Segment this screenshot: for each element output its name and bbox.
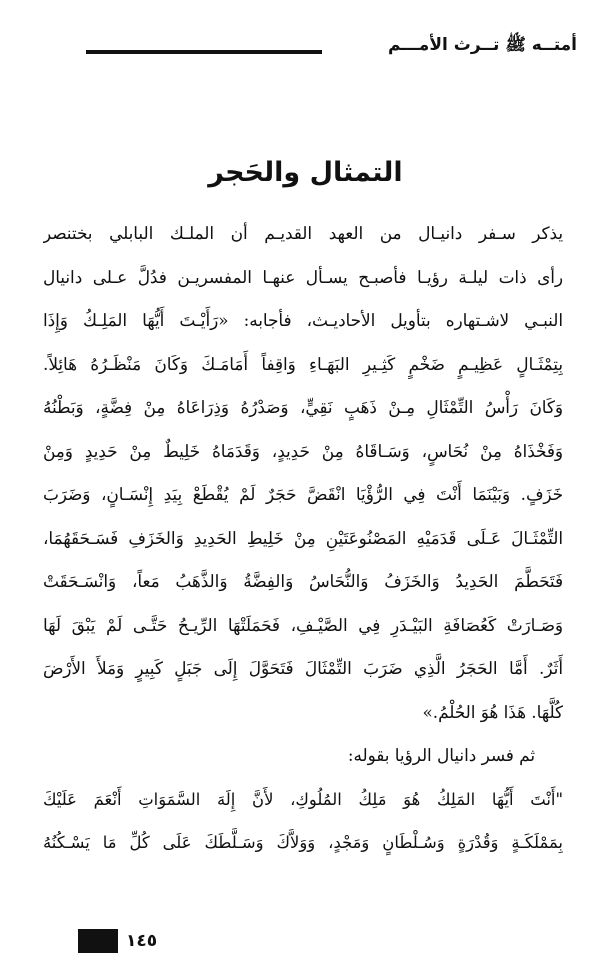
text-line: وَصَـارَتْ كَعُصَافَةِ البَيْـدَرِ فِي الصَّيْـفِ، فَحَمَلَتْهَا الرِّيـحُ حَتَّـى لَمْ يَبْقَ لَهَا	[43, 614, 563, 635]
running-header-title: أمتــه ﷺ تــرث الأمـــم	[388, 35, 577, 55]
text-line: كُلَّهَا. هَذَا هُوَ الحُلْمُ.»	[422, 701, 563, 722]
text-line: فَتَحَطَّمَ الحَدِيدُ وَالخَزَفُ وَالنُّحَاسُ وَالفِضَّةُ وَالذَّهَبُ مَعاً، وَانْسَـحَقَتْ	[43, 571, 563, 591]
header-rule	[86, 50, 322, 54]
text-line: التِّمْثَـالَ عَـلَى قَدَمَيْهِ المَصْنُوعَتَيْنِ مِنْ خَلِيطِ الحَدِيدِ وَالخَزَفِ فَسَـحَقَهُمَا،	[43, 527, 563, 548]
quote-line: بِمَمْلَكَـةٍ وَقُدْرَةٍ وَسُـلْطَانٍ وَمَجْدٍ، وَوَلاَّكَ وَسَـلَّطَكَ عَلَى كُلِّ مَا يَسْـكُنُهُ	[43, 833, 563, 852]
chapter-title: التمثال والحَجر	[208, 157, 403, 188]
page-number: ١٤٥	[126, 931, 158, 951]
text-line: أَثَرٌ. أَمَّا الحَجَرُ الَّذِي ضَرَبَ التِّمْثَالَ فَتَحَوَّلَ إِلَى جَبَلٍ كَبِيرٍ وَمَلأَ الأَرْضَ	[43, 658, 563, 678]
text-line: رأى ذات ليلـة رؤيـا فأصبـح يسـأل عنهـا المفسريـن فدُلَّ عـلى دانيال	[43, 266, 563, 287]
text-line: وَكَانَ رَأْسُ التِّمْثَالِ مِـنْ ذَهَبٍ نَقِيٍّ، وَصَدْرُهُ وَذِرَاعَاهُ مِنْ فِضَّةٍ، وَبَطْنُهُ	[43, 397, 563, 417]
text-line: يذكر سـفر دانيـال من العهد القديـم أن الملـك البابلي بختنصر	[43, 223, 563, 243]
text-line: بِتِمْثَـالٍ عَظِيـمٍ ضَخْمٍ كَثِـيرِ البَهَـاءِ وَاقِفاً أَمَامَـكَ وَكَانَ مَنْظَـرُهُ هَائِلاً.	[43, 353, 563, 374]
text-line: النبـي لاشـتهاره بتأويل الأحاديـث، فأجابه: «رَأَيْـتَ أَيُّهَا المَلِـكُ وَإِذَا	[43, 310, 563, 330]
page-footer	[78, 929, 157, 953]
text-line: وَفَخْذَاهُ مِنْ نُحَاسٍ، وَسَـاقَاهُ مِنْ حَدِيدٍ، وَقَدَمَاهُ خَلِيطٌ مِنْ حَدِيدٍ وَمِنْ	[43, 440, 563, 461]
text-line: خَزَفٍ. وَبَيْنَمَا أَنْتَ فِي الرُّؤْيَا انْقَضَّ حَجَرٌ لَمْ يُقْطَعْ بِيَدِ إِنْسَـانٍ، وَضَرَبَ	[43, 484, 563, 504]
body-text	[43, 212, 563, 865]
quote-line: "أَنْتَ أَيُّهَا المَلِكُ هُوَ مَلِكُ المُلُوكِ، لأَنَّ إِلَهَ السَّمَوَاتِ أَنْعَمَ عَلَيْكَ	[43, 789, 563, 809]
footer-block	[78, 929, 118, 953]
text-line: ثم فسر دانيال الرؤيا بقوله:	[347, 745, 535, 765]
